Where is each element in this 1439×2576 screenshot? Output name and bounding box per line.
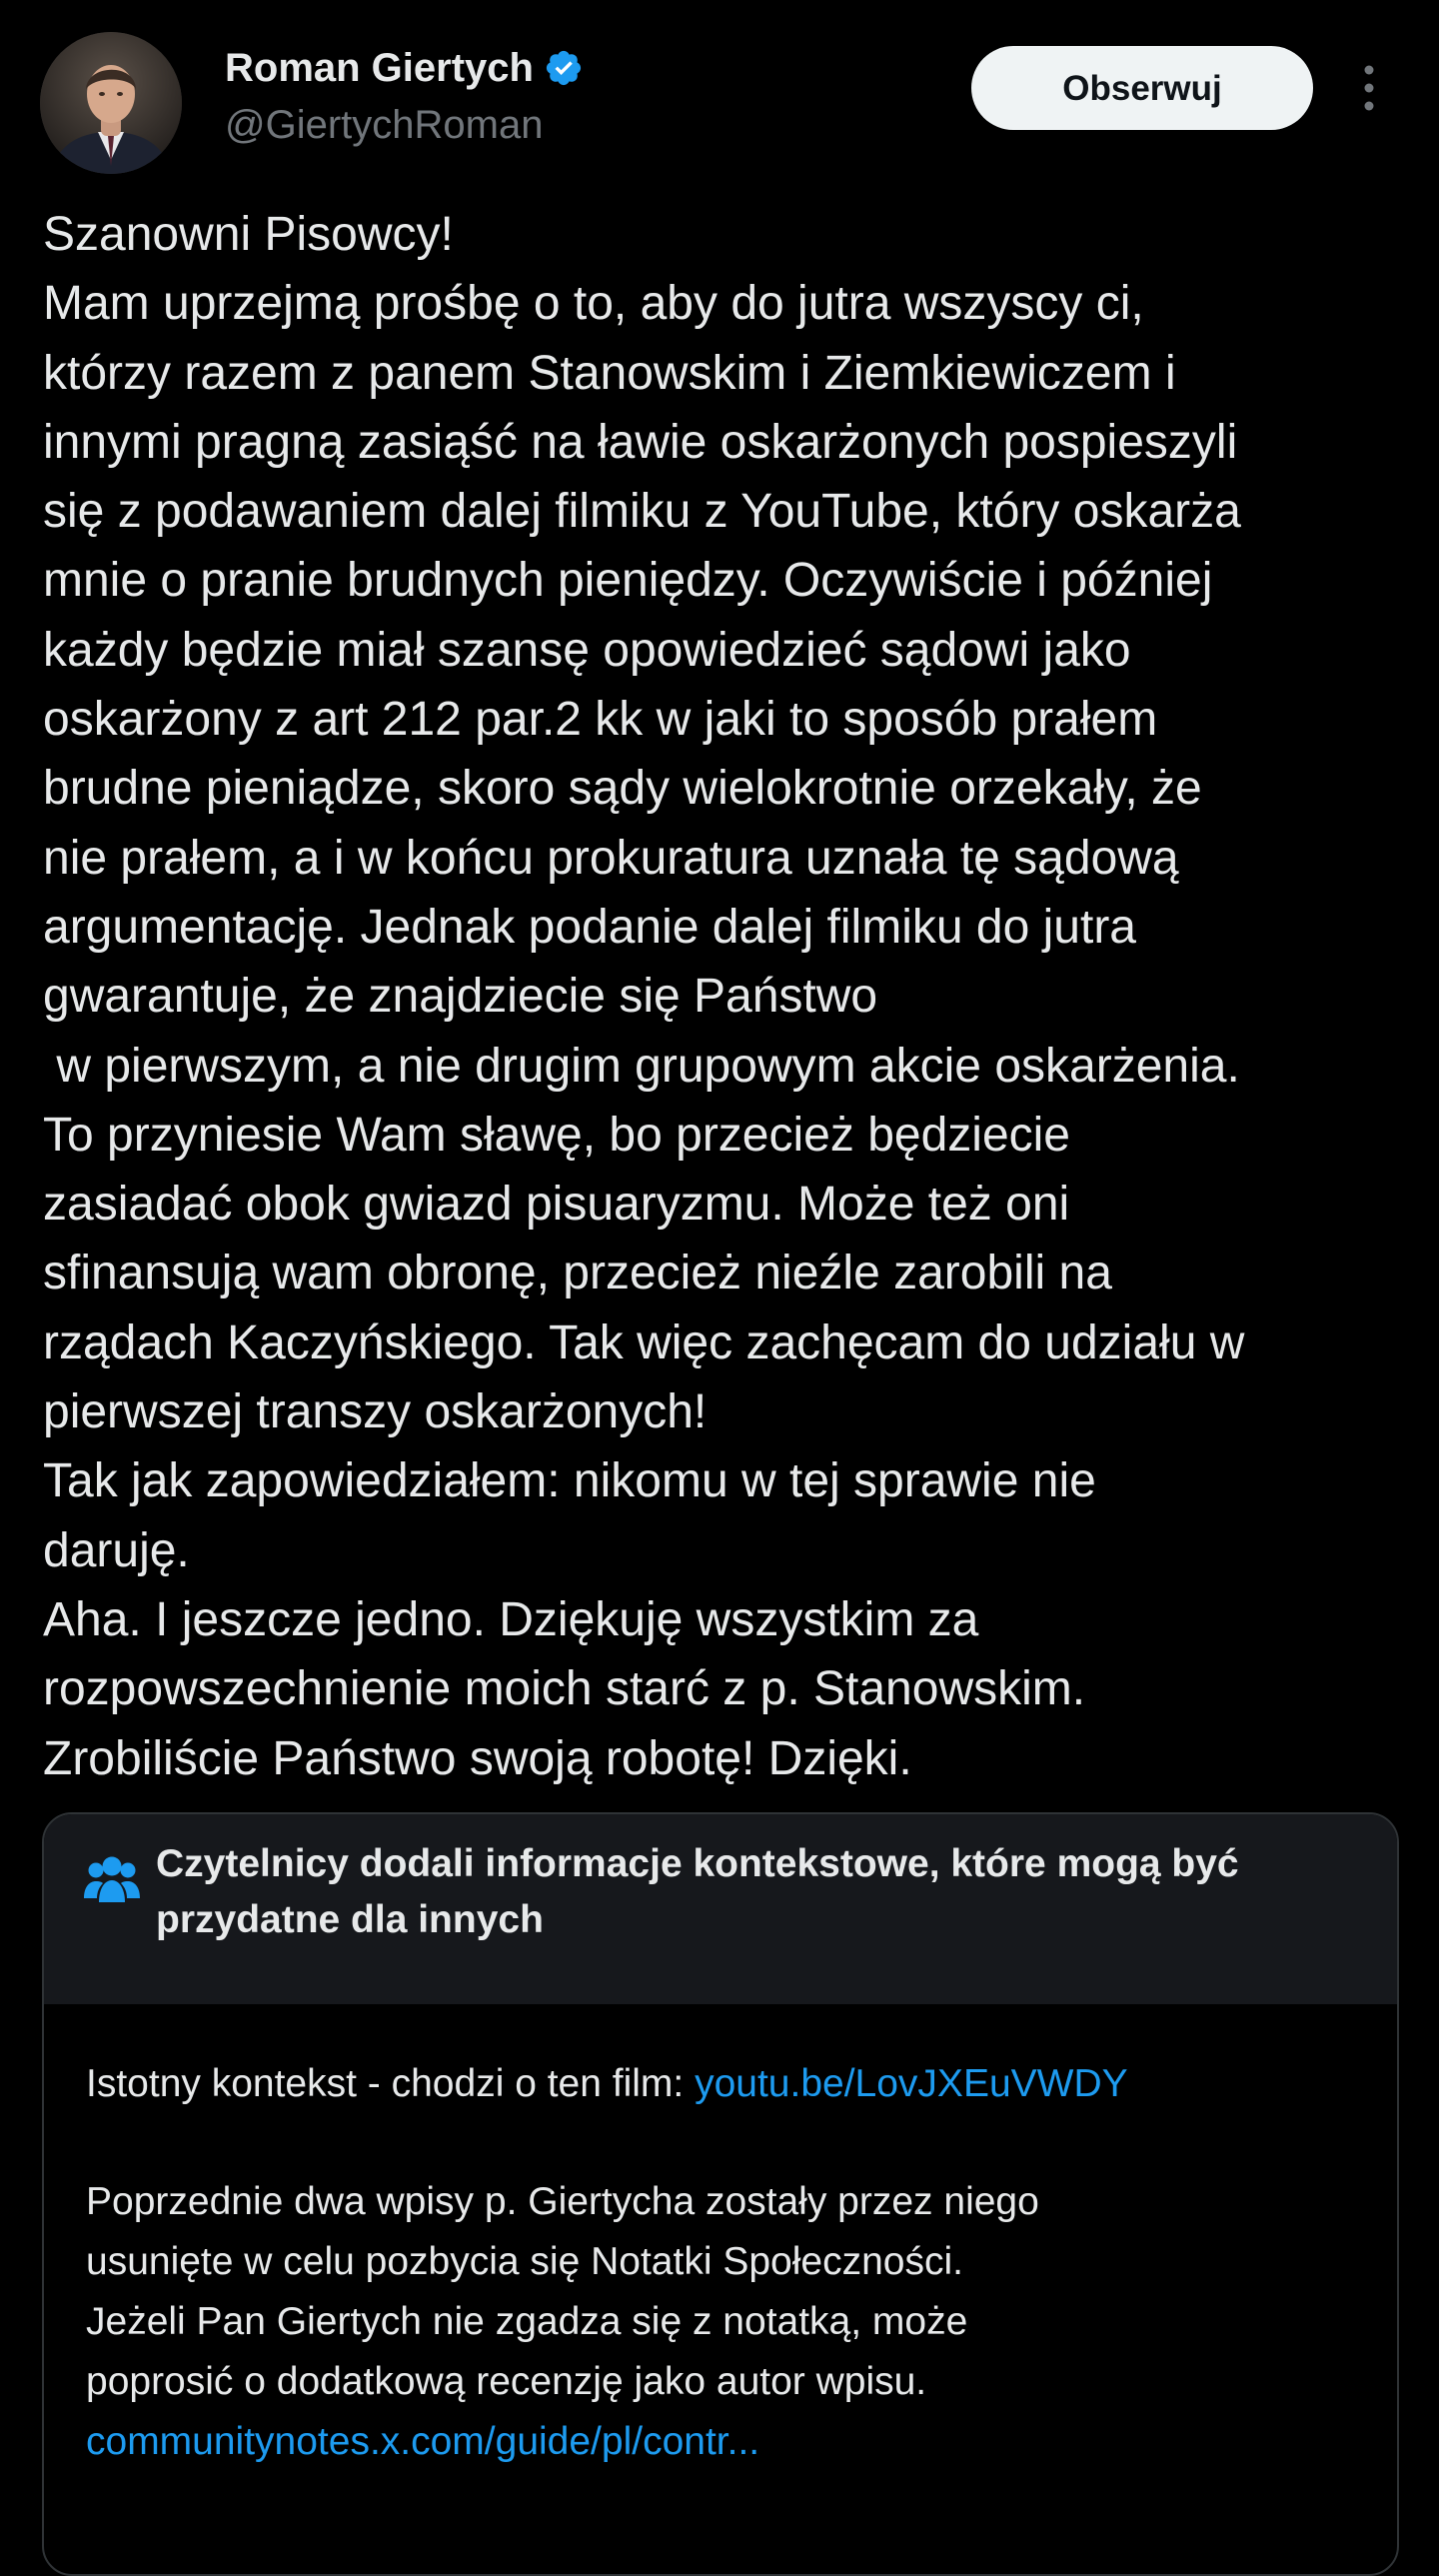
author-handle[interactable]: @GiertychRoman: [225, 103, 544, 147]
note-body-line: Poprzednie dwa wpisy p. Giertycha zostały przez niego: [86, 2180, 1039, 2223]
note-body-line: Jeżeli Pan Giertych nie zgadza się z notatką, może: [86, 2300, 968, 2343]
more-options-icon: [1349, 60, 1389, 116]
community-note-title-line: Czytelnicy dodali informacje kontekstowe, które mogą być: [156, 1842, 1239, 1885]
tweet-line: zasiadać obok gwiazd pisuaryzmu. Może też oni: [43, 1178, 1070, 1232]
tweet-line: To przyniesie Wam sławę, bo przecież będziecie: [43, 1108, 1070, 1162]
author-name[interactable]: Roman Giertych: [225, 46, 534, 90]
follow-button[interactable]: Obserwuj: [971, 46, 1313, 130]
tweet-line: się z podawaniem dalej filmiku z YouTube, który oskarża: [43, 485, 1241, 539]
community-note-header: [44, 1814, 1397, 2004]
tweet-line: Aha. I jeszcze jedno. Dziękuję wszystkim za: [43, 1592, 979, 1646]
tweet-line: argumentację. Jednak podanie dalej filmiku do jutra: [43, 900, 1136, 954]
tweet-line: gwarantuje, że znajdziecie się Państwo: [43, 970, 878, 1024]
paragraph-spacer: [86, 2114, 1375, 2172]
community-notes-guide-link[interactable]: communitynotes.x.com/guide/pl/contr...: [86, 2420, 760, 2463]
note-body-line: usunięte w celu pozbycia się Notatki Społeczności.: [86, 2240, 963, 2283]
tweet-line: pierwszej transzy oskarżonych!: [43, 1385, 708, 1439]
author-name-row: [225, 44, 584, 92]
tweet-line: w pierwszym, a nie drugim grupowym akcie oskarżenia.: [43, 1039, 1240, 1093]
tweet-line: mnie o pranie brudnych pieniędzy. Oczywiście i później: [43, 554, 1213, 608]
more-options-button[interactable]: [1349, 60, 1389, 116]
tweet-text: [43, 200, 1422, 1793]
tweet-line: oskarżony z art 212 par.2 kk w jaki to sposób prałem: [43, 693, 1158, 747]
note-body-line: poprosić o dodatkową recenzję jako autor wpisu.: [86, 2360, 927, 2403]
tweet-line: Szanowni Pisowcy!: [43, 208, 454, 261]
tweet-line: daruję.: [43, 1523, 190, 1577]
profile-photo: [40, 32, 182, 174]
tweet-line: Mam uprzejmą prośbę o to, aby do jutra wszyscy ci,: [43, 277, 1144, 331]
community-note-title-line: przydatne dla innych: [156, 1898, 544, 1941]
tweet-line: Zrobiliście Państwo swoją robotę! Dzięki.: [43, 1731, 912, 1785]
tweet-header: [0, 0, 1439, 190]
context-text: Istotny kontekst - chodzi o ten film:: [86, 2062, 696, 2105]
tweet-line: rządach Kaczyńskiego. Tak więc zachęcam do udziału w: [43, 1315, 1245, 1369]
tweet-line: każdy będzie miał szansę opowiedzieć sądowi jako: [43, 623, 1131, 677]
tweet-line: innymi pragną zasiąść na ławie oskarżonych pospieszyli: [43, 415, 1238, 469]
tweet-line: Tak jak zapowiedziałem: nikomu w tej sprawie nie: [43, 1454, 1096, 1508]
avatar[interactable]: [40, 32, 182, 174]
community-note-title: [156, 1836, 1355, 1948]
tweet-line: którzy razem z panem Stanowskim i Ziemkiewiczem i: [43, 346, 1176, 400]
community-note-card: [42, 1812, 1399, 2576]
youtube-link[interactable]: youtu.be/LovJXEuVWDY: [695, 2062, 1128, 2105]
community-note-body: [86, 2054, 1375, 2472]
tweet-line: brudne pieniądze, skoro sądy wielokrotnie orzekały, że: [43, 762, 1202, 816]
verified-badge-icon[interactable]: [544, 48, 584, 88]
context-line: [86, 2054, 1375, 2114]
tweet-line: sfinansują wam obronę, przecież nieźle zarobili na: [43, 1247, 1112, 1300]
tweet-line: nie prałem, a i w końcu prokuratura uznała tę sądową: [43, 831, 1179, 885]
tweet-line: rozpowszechnienie moich starć z p. Stanowskim.: [43, 1662, 1086, 1716]
people-icon: [82, 1854, 142, 1906]
